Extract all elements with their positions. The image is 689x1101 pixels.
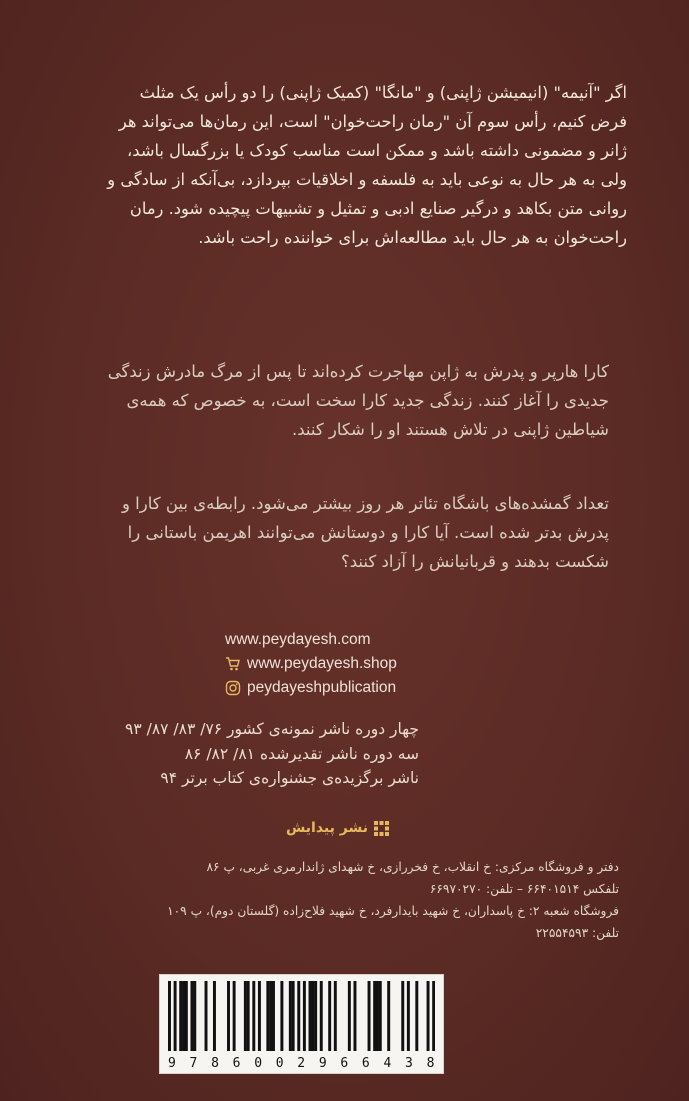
barcode-bar	[379, 981, 382, 1051]
barcode-bar	[190, 981, 193, 1051]
isbn-digit: 3	[405, 1056, 414, 1071]
publisher-awards	[125, 717, 419, 791]
publisher-name: نشر پیدایش	[286, 820, 368, 836]
intro-line: راحت‌خوان به هر حال باید مطالعه‌اش برای خواننده راحت باشد.	[198, 228, 627, 247]
award-line: سه دوره ناشر تقدیرشده ۸۱/ ۸۲/ ۸۶	[184, 744, 419, 763]
barcode-bar	[168, 981, 171, 1051]
barcode-bar	[272, 981, 275, 1051]
barcode-bar	[227, 981, 230, 1051]
barcode-bar	[280, 981, 283, 1051]
intro-line: روانی متن بکاهد و درگیر صنایع ادبی و تمثیل و تشبیهات پیچیده شود. رمان	[129, 199, 627, 218]
isbn-digit: 0	[275, 1056, 285, 1071]
barcode-bar	[185, 981, 188, 1051]
barcode-bar	[348, 981, 351, 1051]
barcode-bar	[247, 981, 250, 1051]
barcode-bar	[213, 981, 216, 1051]
barcode-bar	[376, 981, 379, 1051]
shopping-cart-icon	[225, 656, 241, 672]
intro-line: ژانر و مضمونی داشته باشد و ممکن است مناسب کودک یا بزرگسال باشد،	[127, 141, 627, 160]
barcode-bar	[401, 981, 404, 1051]
barcode-bar	[415, 981, 418, 1051]
barcode-bar	[407, 981, 410, 1051]
barcode-bar	[252, 981, 255, 1051]
barcode-bar	[334, 981, 337, 1051]
synopsis-line: تعداد گمشده‌های باشگاه تئاتر هر روز بیشتر می‌شود. رابطه‌ی بین کارا و	[121, 494, 609, 513]
synopsis-line: پدرش بدتر شده است. آیا کارا و دوستانش می‌توانند اهریمن باستانی را	[127, 523, 609, 542]
intro-line: فرض کنیم، رأس سوم آن "رمان راحت‌خوان" است، این رمان‌ها می‌تواند هر	[118, 112, 627, 131]
isbn-digit: 9	[318, 1056, 328, 1071]
barcode-bars	[168, 981, 435, 1051]
intro-line: اگر "آنیمه" (انیمیشن ژاپنی) و "مانگا" (کمیک ژاپنی) را دو رأس یک مثلث	[139, 83, 627, 102]
isbn-number	[168, 1056, 435, 1071]
address-line: دفتر و فروشگاه مرکزی: خ انقلاب، خ فخررازی، خ شهدای ژاندارمری غربی، پ ۸۶	[206, 860, 619, 874]
isbn-digit: 8	[211, 1056, 220, 1071]
shop-row	[225, 652, 397, 676]
isbn-digit: 7	[189, 1056, 198, 1071]
barcode-bar	[320, 981, 323, 1051]
barcode-bar	[182, 981, 185, 1051]
barcode-bar	[311, 981, 314, 1051]
barcode-bar	[244, 981, 247, 1051]
shop-link[interactable]: www.peydayesh.shop	[247, 655, 397, 672]
barcode-bar	[179, 981, 182, 1051]
website-row	[225, 628, 397, 652]
barcode-bar	[205, 981, 208, 1051]
barcode-bar	[266, 981, 269, 1051]
isbn-barcode	[159, 974, 444, 1074]
isbn-digit: 6	[232, 1056, 241, 1071]
website-link[interactable]: www.peydayesh.com	[225, 631, 371, 648]
barcode-bar	[328, 981, 331, 1051]
barcode-bar	[269, 981, 272, 1051]
synopsis-line: کارا هارپر و پدرش به ژاپن مهاجرت کرده‌اند تا پس از مرگ مادرش زندگی	[107, 362, 609, 381]
intro-paragraph	[55, 78, 627, 252]
isbn-digit: 8	[426, 1056, 435, 1071]
intro-line: ولی به هر حال به نوعی باید به فلسفه و اخلاقیات بپردازد، بی‌آنکه از سادگی و	[107, 170, 627, 189]
publisher-brand	[286, 820, 389, 836]
barcode-bar	[303, 981, 306, 1051]
instagram-row	[225, 676, 397, 700]
barcode-bar	[368, 981, 371, 1051]
isbn-digit: 9	[168, 1056, 177, 1071]
barcode-bar	[387, 981, 390, 1051]
award-line: چهار دوره ناشر نمونه‌ی کشور ۷۶/ ۸۳/ ۸۷/ ۹۳	[125, 720, 419, 738]
synopsis-line: شیاطین ژاپنی در تلاش هستند او را شکار کنند.	[291, 420, 609, 439]
synopsis-line: جدیدی را آغاز کنند. زندگی جدید کارا سخت است، به خصوص که همه‌ی	[126, 391, 609, 410]
instagram-icon	[225, 680, 241, 696]
publisher-address	[167, 856, 619, 944]
barcode-bar	[258, 981, 261, 1051]
publisher-web-links	[225, 628, 397, 700]
barcode-bar	[193, 981, 196, 1051]
synopsis-line: شکست بدهند و قربانیانش را آزاد کنند؟	[341, 552, 609, 571]
phone-line: تلفن: ۲۲۵۵۴۵۹۳	[535, 926, 619, 940]
isbn-digit: 0	[254, 1056, 263, 1071]
publisher-logo-icon	[374, 821, 389, 836]
barcode-bar	[233, 981, 236, 1051]
barcode-bar	[292, 981, 295, 1051]
isbn-digit: 4	[383, 1056, 392, 1071]
award-line: ناشر برگزیده‌ی جشنواره‌ی کتاب برتر ۹۴	[160, 769, 419, 787]
barcode-bar	[309, 981, 312, 1051]
isbn-digit: 2	[297, 1056, 306, 1071]
barcode-bar	[353, 981, 356, 1051]
barcode-bar	[289, 981, 292, 1051]
barcode-bar	[174, 981, 177, 1051]
barcode-bar	[432, 981, 435, 1051]
isbn-digit: 6	[340, 1056, 349, 1071]
phone-line: تلفکس ۶۶۴۰۱۵۱۴ – تلفن: ۶۶۹۷۰۲۷۰	[429, 882, 619, 896]
synopsis-paragraph-2	[69, 489, 609, 576]
instagram-handle[interactable]: peydayeshpublication	[247, 679, 397, 696]
synopsis-paragraph-1	[69, 357, 609, 444]
barcode-bar	[314, 981, 317, 1051]
barcode-bar	[297, 981, 300, 1051]
barcode-bar	[373, 981, 376, 1051]
barcode-bar	[427, 981, 430, 1051]
address-line: فروشگاه شعبه ۲: خ پاسداران، خ شهید بایدارفرد، خ شهید فلاح‌زاده (گلستان دوم)، پ ۱۰۹	[167, 904, 619, 918]
isbn-digit: 6	[361, 1056, 371, 1071]
